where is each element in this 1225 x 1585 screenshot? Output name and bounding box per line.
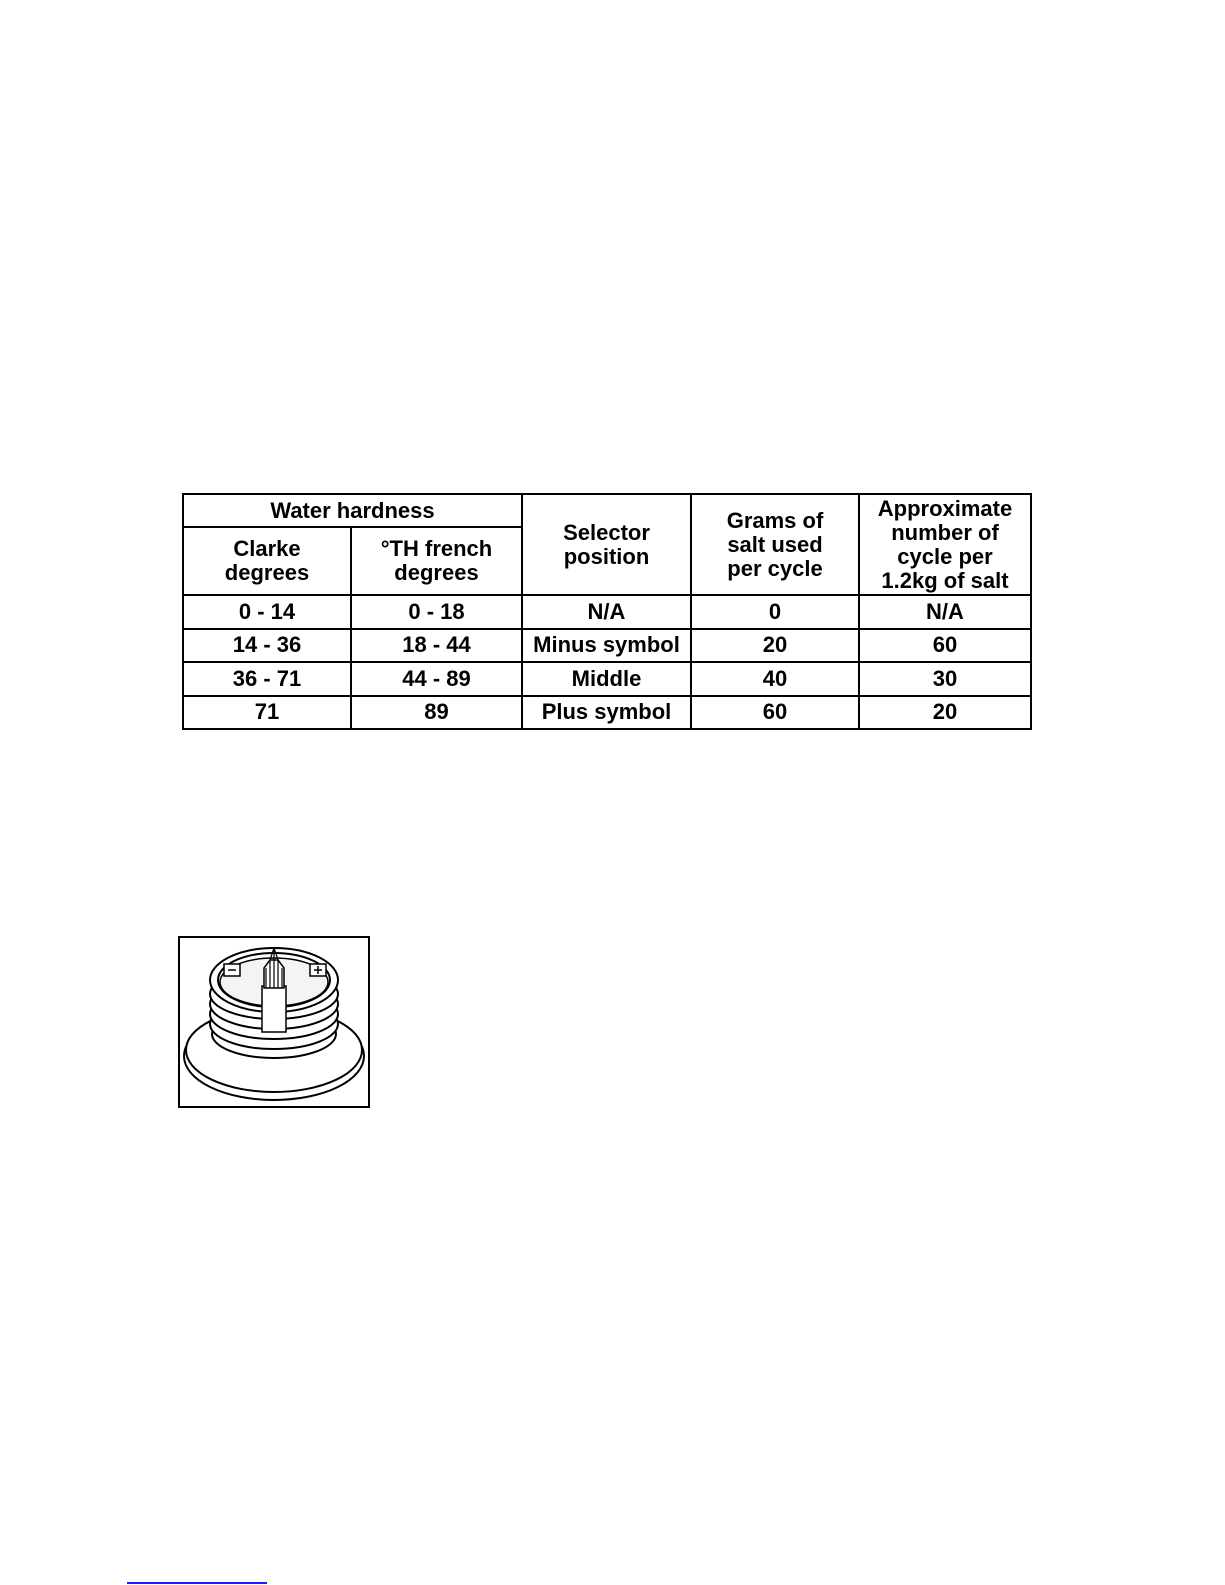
table-row	[183, 662, 1031, 696]
header-french-degrees: °TH french degrees	[351, 527, 522, 595]
water-hardness-table	[182, 493, 1032, 730]
header-grams-salt: Grams of salt used per cycle	[691, 494, 859, 595]
salt-container-cap-icon	[180, 938, 368, 1106]
footnote-separator	[127, 1582, 267, 1584]
header-water-hardness: Water hardness	[183, 494, 522, 527]
cell-selector: Middle	[522, 662, 691, 696]
cell-grams: 40	[691, 662, 859, 696]
cell-cycles: N/A	[859, 595, 1031, 629]
cell-cycles: 30	[859, 662, 1031, 696]
cell-cycles: 20	[859, 696, 1031, 730]
cell-french: 44 - 89	[351, 662, 522, 696]
cell-french: 18 - 44	[351, 629, 522, 663]
cell-french: 89	[351, 696, 522, 730]
cell-grams: 60	[691, 696, 859, 730]
table-row	[183, 629, 1031, 663]
table-row	[183, 595, 1031, 629]
salt-cap-figure	[178, 936, 370, 1108]
cell-french: 0 - 18	[351, 595, 522, 629]
cell-selector: N/A	[522, 595, 691, 629]
cell-clarke: 71	[183, 696, 351, 730]
cell-cycles: 60	[859, 629, 1031, 663]
cell-grams: 20	[691, 629, 859, 663]
cell-grams: 0	[691, 595, 859, 629]
cell-clarke: 36 - 71	[183, 662, 351, 696]
cell-selector: Plus symbol	[522, 696, 691, 730]
cell-selector: Minus symbol	[522, 629, 691, 663]
table-row	[183, 696, 1031, 730]
header-clarke-degrees: Clarke degrees	[183, 527, 351, 595]
cell-clarke: 14 - 36	[183, 629, 351, 663]
header-approx-cycles: Approximate number of cycle per 1.2kg of salt	[859, 494, 1031, 595]
cell-clarke: 0 - 14	[183, 595, 351, 629]
header-selector-position: Selector position	[522, 494, 691, 595]
